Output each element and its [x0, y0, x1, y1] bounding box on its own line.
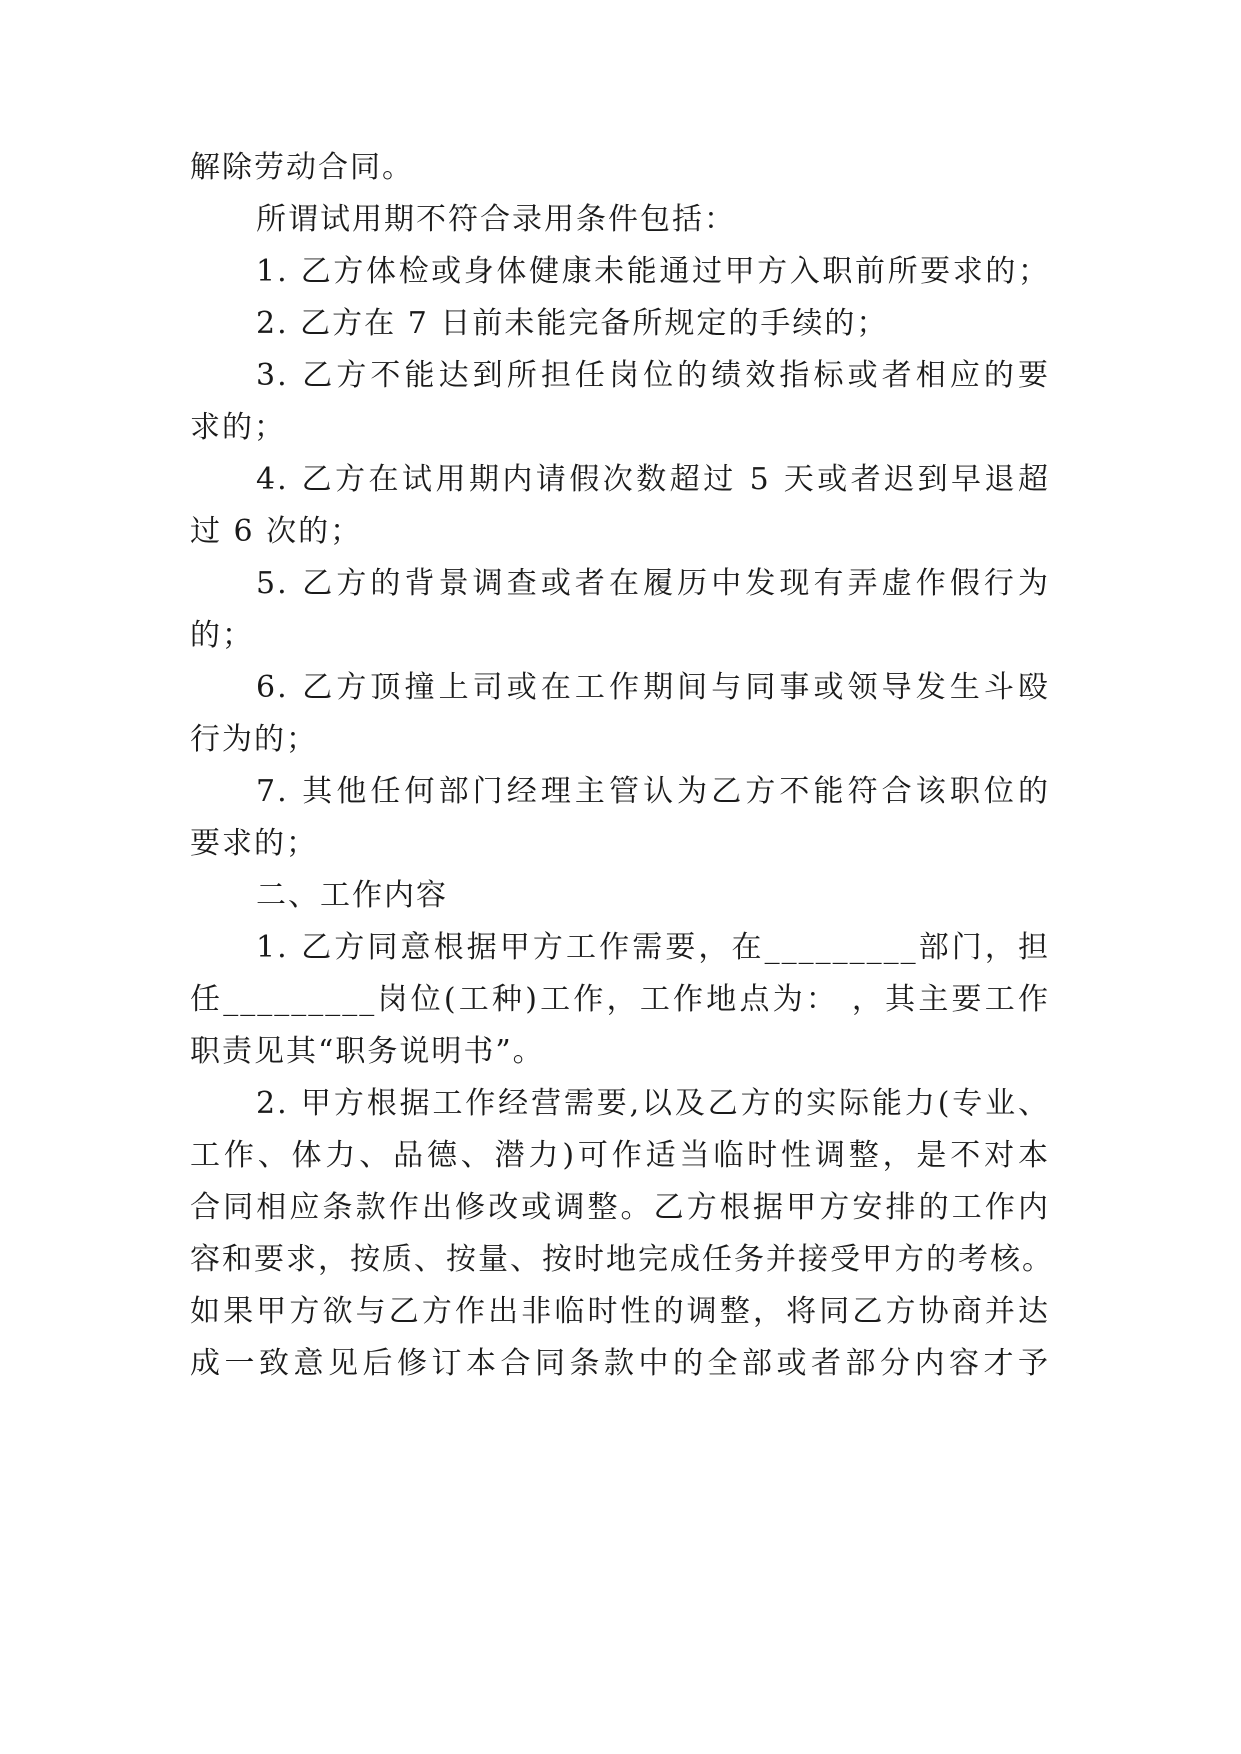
text-line: 过 6 次的；: [190, 514, 363, 549]
text-line: 6. 乙方顶撞上司或在工作期间与同事或领导发生斗殴: [256, 670, 1050, 705]
text-line: 求的；: [190, 410, 286, 445]
text-line: 7. 其他任何部门经理主管认为乙方不能符合该职位的: [256, 774, 1050, 809]
text-line: 2. 甲方根据工作经营需要,以及乙方的实际能力(专业、: [256, 1086, 1050, 1121]
text-line: 工作、体力、品德、潜力)可作适当临时性调整，是不对本: [190, 1138, 1050, 1173]
text-line: 职责见其“职务说明书”。: [190, 1034, 545, 1069]
text-line: 合同相应条款作出修改或调整。乙方根据甲方安排的工作内: [190, 1190, 1050, 1225]
text-line: 5. 乙方的背景调查或者在履历中发现有弄虚作假行为: [256, 566, 1050, 601]
text-line: 所谓试用期不符合录用条件包括：: [256, 202, 736, 237]
text-line: 1. 乙方同意根据甲方工作需要，在_________部门，担: [256, 930, 1050, 965]
text-line: 要求的；: [190, 826, 318, 861]
text-line: 的；: [190, 618, 254, 653]
section-heading: 二、工作内容: [256, 878, 448, 913]
text-line: 任_________岗位(工种)工作，工作地点为： ，其主要工作: [190, 982, 1050, 1017]
text-line: 容和要求，按质、按量、按时地完成任务并接受甲方的考核。: [190, 1242, 1054, 1277]
text-line: 2. 乙方在 7 日前未能完备所规定的手续的；: [256, 306, 889, 341]
text-line: 1. 乙方体检或身体健康未能通过甲方入职前所要求的；: [256, 254, 1050, 289]
text-line: 解除劳动合同。: [190, 150, 414, 185]
text-line: 3. 乙方不能达到所担任岗位的绩效指标或者相应的要: [256, 358, 1050, 393]
text-line: 成一致意见后修订本合同条款中的全部或者部分内容才予: [190, 1346, 1050, 1381]
text-line: 如果甲方欲与乙方作出非临时性的调整，将同乙方协商并达: [190, 1294, 1050, 1329]
text-line: 4. 乙方在试用期内请假次数超过 5 天或者迟到早退超: [256, 462, 1050, 497]
text-line: 行为的；: [190, 722, 318, 757]
